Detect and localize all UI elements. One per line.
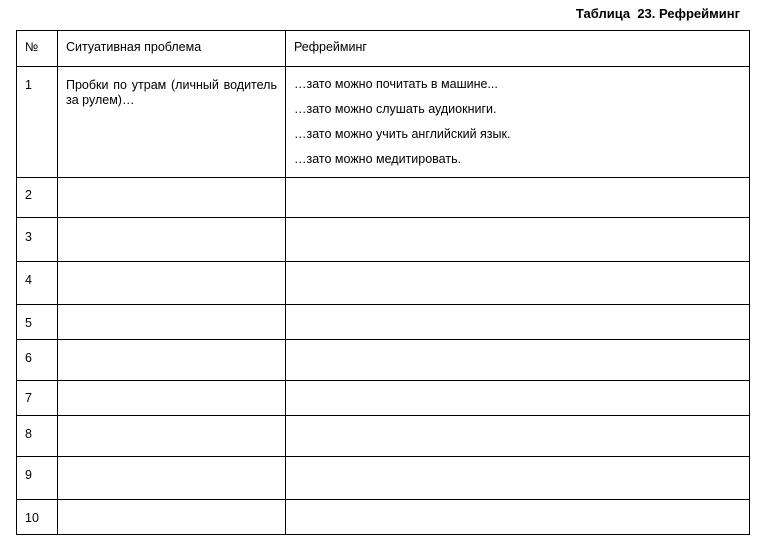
table-row	[17, 416, 750, 457]
problem-cell: Пробки по утрам (личный водитель за рулем)…	[58, 67, 286, 178]
row-number: 6	[17, 340, 58, 381]
table-caption: Таблица 23. Рефрейминг	[575, 6, 740, 21]
table-row	[17, 262, 750, 305]
reframing-cell	[286, 262, 750, 305]
reframing-item: …зато можно слушать аудиокниги.	[294, 102, 497, 116]
reframing-item: …зато можно почитать в машине...	[294, 77, 498, 91]
problem-cell	[58, 416, 286, 457]
table-row	[17, 381, 750, 416]
reframing-cell	[286, 218, 750, 262]
row-number: 10	[17, 500, 58, 535]
problem-cell	[58, 340, 286, 381]
reframing-item: …зато можно учить английский язык.	[294, 127, 511, 141]
reframing-item: …зато можно медитировать.	[294, 152, 462, 166]
reframing-cell	[286, 340, 750, 381]
header-reframing: Рефрейминг	[286, 31, 750, 67]
problem-cell	[58, 305, 286, 340]
row-number: 3	[17, 218, 58, 262]
table-row	[17, 178, 750, 218]
reframing-cell	[286, 457, 750, 500]
reframing-cell	[286, 305, 750, 340]
row-number: 1	[17, 67, 58, 178]
problem-cell	[58, 178, 286, 218]
table-row	[17, 67, 750, 178]
problem-cell	[58, 457, 286, 500]
reframing-cell	[286, 178, 750, 218]
row-number: 7	[17, 381, 58, 416]
row-number: 4	[17, 262, 58, 305]
reframing-cell	[286, 500, 750, 535]
row-number: 8	[17, 416, 58, 457]
table-row	[17, 340, 750, 381]
problem-cell	[58, 218, 286, 262]
reframing-table	[16, 30, 750, 535]
problem-cell	[58, 381, 286, 416]
reframing-cell	[286, 381, 750, 416]
row-number: 5	[17, 305, 58, 340]
table-header-row	[17, 31, 750, 67]
table-row	[17, 500, 750, 535]
reframing-cell	[286, 67, 750, 178]
row-number: 2	[17, 178, 58, 218]
problem-cell	[58, 262, 286, 305]
header-problem: Ситуативная проблема	[58, 31, 286, 67]
problem-cell	[58, 500, 286, 535]
row-number: 9	[17, 457, 58, 500]
header-number: №	[17, 31, 58, 67]
table-row	[17, 457, 750, 500]
table-row	[17, 305, 750, 340]
table-row	[17, 218, 750, 262]
reframing-cell	[286, 416, 750, 457]
